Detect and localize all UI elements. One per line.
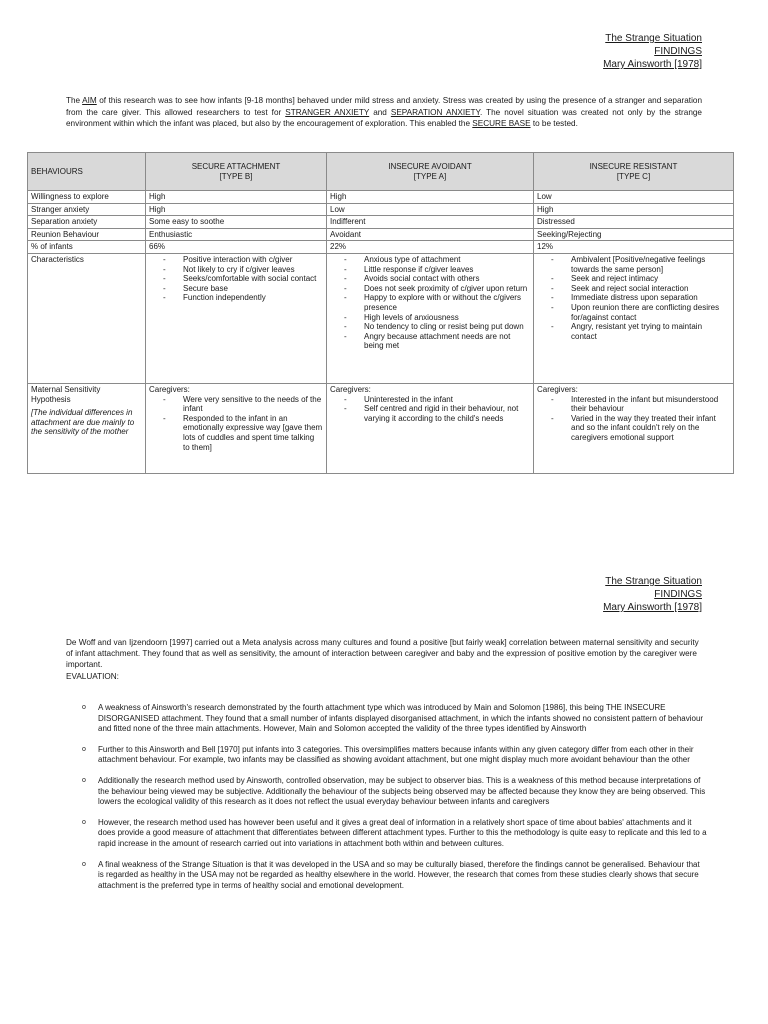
table-row: Stranger anxiety High Low High: [28, 203, 734, 216]
intro-paragraph: The AIM of this research was to see how infants [9-18 months] behaved under mild stress and anxiety. Stress was created by using the presence of a stranger and separation from the care giver. This allowed researchers to test for STRANGER ANXIETY and SEPARATION ANXIETY. The novel situation was created not only by the strange environment within which the infant was placed, but also by the encouragement of exploration. This enabled the SECURE BASE to be tested.: [66, 96, 702, 128]
characteristics-label: Characteristics: [28, 253, 146, 383]
page-header: [603, 32, 702, 71]
table-row: Reunion Behaviour Enthusiastic Avoidant Seeking/Rejecting: [28, 228, 734, 241]
maternal-secure: Caregivers: - Were very sensitive to the needs of the infant - Responded to the infant in an emotionally expressive way [gave them lots of cuddles and spent time talking to them]: [146, 383, 327, 473]
table-row: Willingness to explore High High Low: [28, 191, 734, 204]
list-item: o A weakness of Ainsworth's research demonstrated by the fourth attachment type which was introduced by Main and Solomon [1986], this being THE INSECURE DISORGANISED attachment. They found that a small number of infants displayed disorganised attachment, in which the infants showed no consistent pattern of behaviour and fitted none of the three main attachments. However, Main and Solomon accepted the validity of the three types identified by Ainsworth: [82, 703, 707, 735]
header-secure: SECURE ATTACHMENT [TYPE B]: [146, 153, 327, 191]
aim-term: AIM: [82, 96, 97, 105]
characteristics-row: [28, 253, 734, 383]
list-item: o Further to this Ainsworth and Bell [1970] put infants into 3 categories. This oversimplifies matters because infants within any given category differ from each other in their attachment behaviour. For example, two infants may be classified as showing avoidant attachment, but one might display much more avoidant behaviour than the other: [82, 745, 707, 766]
evaluation-heading: EVALUATION:: [66, 671, 119, 681]
header-title: The Strange Situation: [605, 576, 702, 587]
header-avoidant: INSECURE AVOIDANT [TYPE A]: [327, 153, 534, 191]
maternal-avoidant: Caregivers: - Uninterested in the infant - Self centred and rigid in their behaviour, not varying it according to the child's needs: [327, 383, 534, 473]
maternal-resistant: Caregivers: - Interested in the infant but misunderstood their behaviour - Varied in the way they treated their infant and so the infant couldn't rely on the caregivers emotional support: [534, 383, 734, 473]
list-item: o However, the research method used has however been useful and it gives a great deal of information in a relatively short space of time about babies' attachments and it does provide a good measure of attachment that differentiates between different attachment types. Further to this the methodology is quite easy to replicate and this led to a rapid increase in the amount of research carried out into variations in attachment both within and between cultures.: [82, 818, 707, 850]
table-row: % of infants 66% 22% 12%: [28, 241, 734, 254]
table-header-row: [28, 153, 734, 191]
list-item: o A final weakness of the Strange Situation is that it was developed in the USA and so may be culturally biased, therefore the findings cannot be generalised. Behaviour that is regarded as healthy in the USA may not be regarded as healthy elsewhere in the world. However, the research that comes from these studies clearly shows that secure attachment is the preferred type in terms of healthy social and emotional development.: [82, 860, 707, 892]
list-item: o Additionally the research method used by Ainsworth, controlled observation, may be subject to observer bias. This is a weakness of this method because interpretations of the behaviour being viewed may be subjective. Additionally the behaviour of the subjects being observed may be affected because they know they are being observed. This lowers the ecological validity of this research as it does not reflect the usual everyday behaviour between infants and caregivers: [82, 776, 707, 808]
maternal-sensitivity-row: [28, 383, 734, 473]
header-subtitle: FINDINGS: [654, 46, 702, 57]
meta-analysis-paragraph: De Woff and van Ijzendoorn [1997] carried out a Meta analysis across many cultures and found a positive [but fairly weak] correlation between maternal sensitivity and security of infant attachment. They found that as well as sensitivity, the amount of interaction between caregiver and baby and the expression of positive emotion by the caregiver were important. EVALUATION:: [66, 637, 706, 682]
header-subtitle: FINDINGS: [654, 589, 702, 600]
table-row: Separation anxiety Some easy to soothe Indifferent Distressed: [28, 216, 734, 229]
evaluation-list: [82, 703, 707, 901]
stranger-anxiety-term: STRANGER ANXIETY: [285, 107, 370, 117]
header-author: Mary Ainsworth [1978]: [603, 602, 702, 613]
attachment-table: [27, 152, 734, 474]
header-resistant: INSECURE RESISTANT [TYPE C]: [534, 153, 734, 191]
header-title: The Strange Situation: [605, 33, 702, 44]
secure-base-term: SECURE BASE: [472, 119, 531, 128]
maternal-label-cell: Maternal Sensitivity Hypothesis [The individual differences in attachment are due mainly to the sensitivity of the mother: [28, 383, 146, 473]
separation-anxiety-term: SEPARATION ANXIETY: [390, 107, 480, 117]
characteristics-resistant: - Ambivalent [Positive/negative feelings towards the same person] - Seek and reject intimacy - Seek and reject social interaction - Immediate distress upon separation - Upon reunion there are conflicting desires for/against contact - Angry, resistant yet trying to maintain contact: [534, 253, 734, 383]
characteristics-secure: - Positive interaction with c/giver - Not likely to cry if c/giver leaves - Seeks/comfortable with social contact - Secure base - Function independently: [146, 253, 327, 383]
header-author: Mary Ainsworth [1978]: [603, 59, 702, 70]
header-behaviours: BEHAVIOURS: [28, 153, 146, 191]
page-header-2: [603, 575, 702, 614]
characteristics-avoidant: - Anxious type of attachment - Little response if c/giver leaves - Avoids social contact with others - Does not seek proximity of c/giver upon return - Happy to explore with or without the c/givers presence - High levels of anxiousness - No tendency to cling or resist being put down - Angry because attachment needs are not being met: [327, 253, 534, 383]
